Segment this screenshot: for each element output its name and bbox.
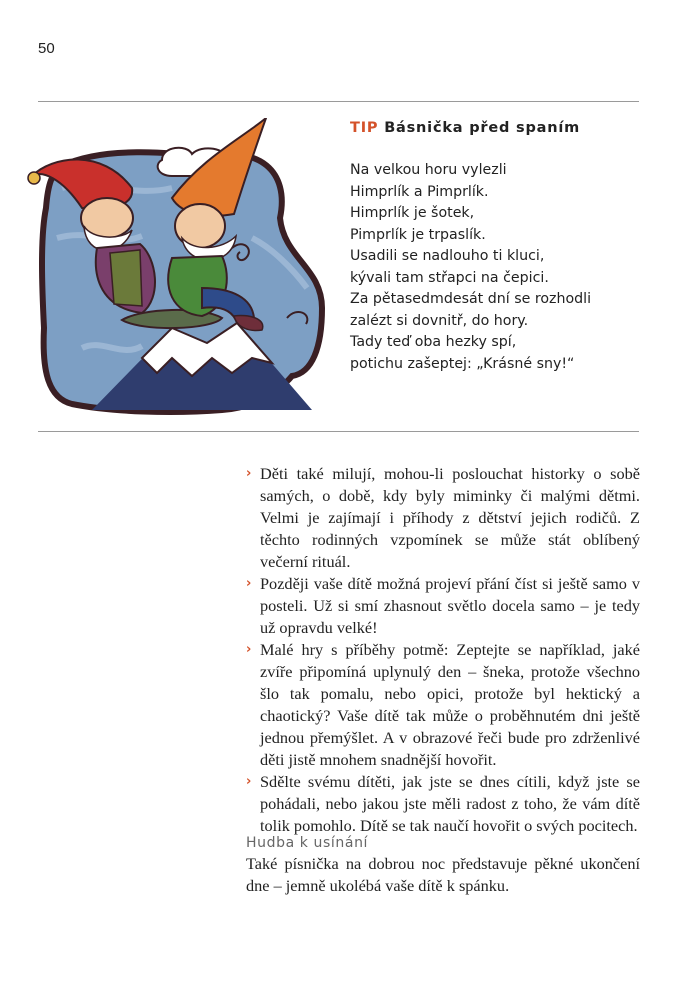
- poem-line: kývali tam střapci na čepici.: [350, 269, 549, 286]
- left-gnome-vest: [110, 250, 142, 306]
- poem-line: Pimprlík je trpaslík.: [350, 226, 486, 243]
- hat-pompom: [28, 172, 40, 184]
- gnomes-illustration: [22, 118, 340, 418]
- poem-line: potichu zašeptej: „Krásné sny!“: [350, 355, 575, 372]
- chevron-right-icon: ›: [246, 642, 252, 657]
- list-item: [246, 771, 640, 837]
- poem-line: Usadili se nadlouho ti kluci,: [350, 248, 545, 264]
- tip-heading: [350, 120, 640, 136]
- poem-line: Himprlík je šotek,: [350, 205, 475, 221]
- tip-box: [350, 120, 640, 375]
- poem-line: zalézt si dovnitř, do hory.: [350, 312, 529, 329]
- music-section: [246, 835, 640, 897]
- list-item-text: Sdělte svému dítěti, jak jste se dnes cítili, když jste se pohádali, nebo jakou jste měli radost z toho, že vám dítě tolik pomohlo. Dítě se tak naučí hovořit o svých pocitech.: [260, 772, 640, 835]
- page-number: 50: [38, 40, 55, 57]
- poem-line: Na velkou horu vylezli: [350, 162, 507, 178]
- bottom-divider: [38, 431, 639, 432]
- top-divider: [38, 101, 639, 102]
- tip-title: Básnička před spaním: [384, 120, 581, 136]
- section-heading: Hudba k usínání: [246, 835, 369, 851]
- list-item: [246, 573, 640, 639]
- chevron-right-icon: ›: [246, 466, 252, 481]
- bullet-list: [246, 463, 640, 837]
- tip-label: TIP: [350, 120, 379, 136]
- list-item: [246, 639, 640, 771]
- list-item-text: Malé hry s příběhy potmě: Zeptejte se například, jaké zvíře připomíná uplynulý den – šneka, protože všechno šlo tak pomalu, nebo opici, protože byl hektický a chaotický? Vaše dítě tak může o proběhnutém dni ještě jednou přemýšlet. A v obrazové řeči bude pro zdrženlivé děti jistě mnohem snadnější hovořit.: [260, 640, 640, 769]
- poem-line: Himprlík a Pimprlík.: [350, 183, 489, 200]
- chevron-right-icon: ›: [246, 774, 252, 789]
- poem-line: Za pětasedmdesát dní se rozhodli: [350, 291, 592, 307]
- list-item-text: Později vaše dítě možná projeví přání číst si ještě samo v posteli. Už si smí zhasnout světlo docela samo – je tedy už opravdu velké!: [260, 574, 640, 637]
- section-text: Také písnička na dobrou noc představuje pěkné ukončení dne – jemně ukolébá vaše dítě k spánku.: [246, 854, 640, 895]
- poem: [350, 160, 640, 375]
- poem-line: Tady teď oba hezky spí,: [350, 334, 517, 350]
- list-item-text: Děti také milují, mohou-li poslouchat historky o sobě samých, o době, kdy byly miminky či malými dětmi. Velmi je zajímají i příhody z dětství jejich rodičů. Z těchto rodinných vzpomínek se může stát oblíbený večerní rituál.: [260, 464, 640, 571]
- list-item: [246, 463, 640, 573]
- chevron-right-icon: ›: [246, 576, 252, 591]
